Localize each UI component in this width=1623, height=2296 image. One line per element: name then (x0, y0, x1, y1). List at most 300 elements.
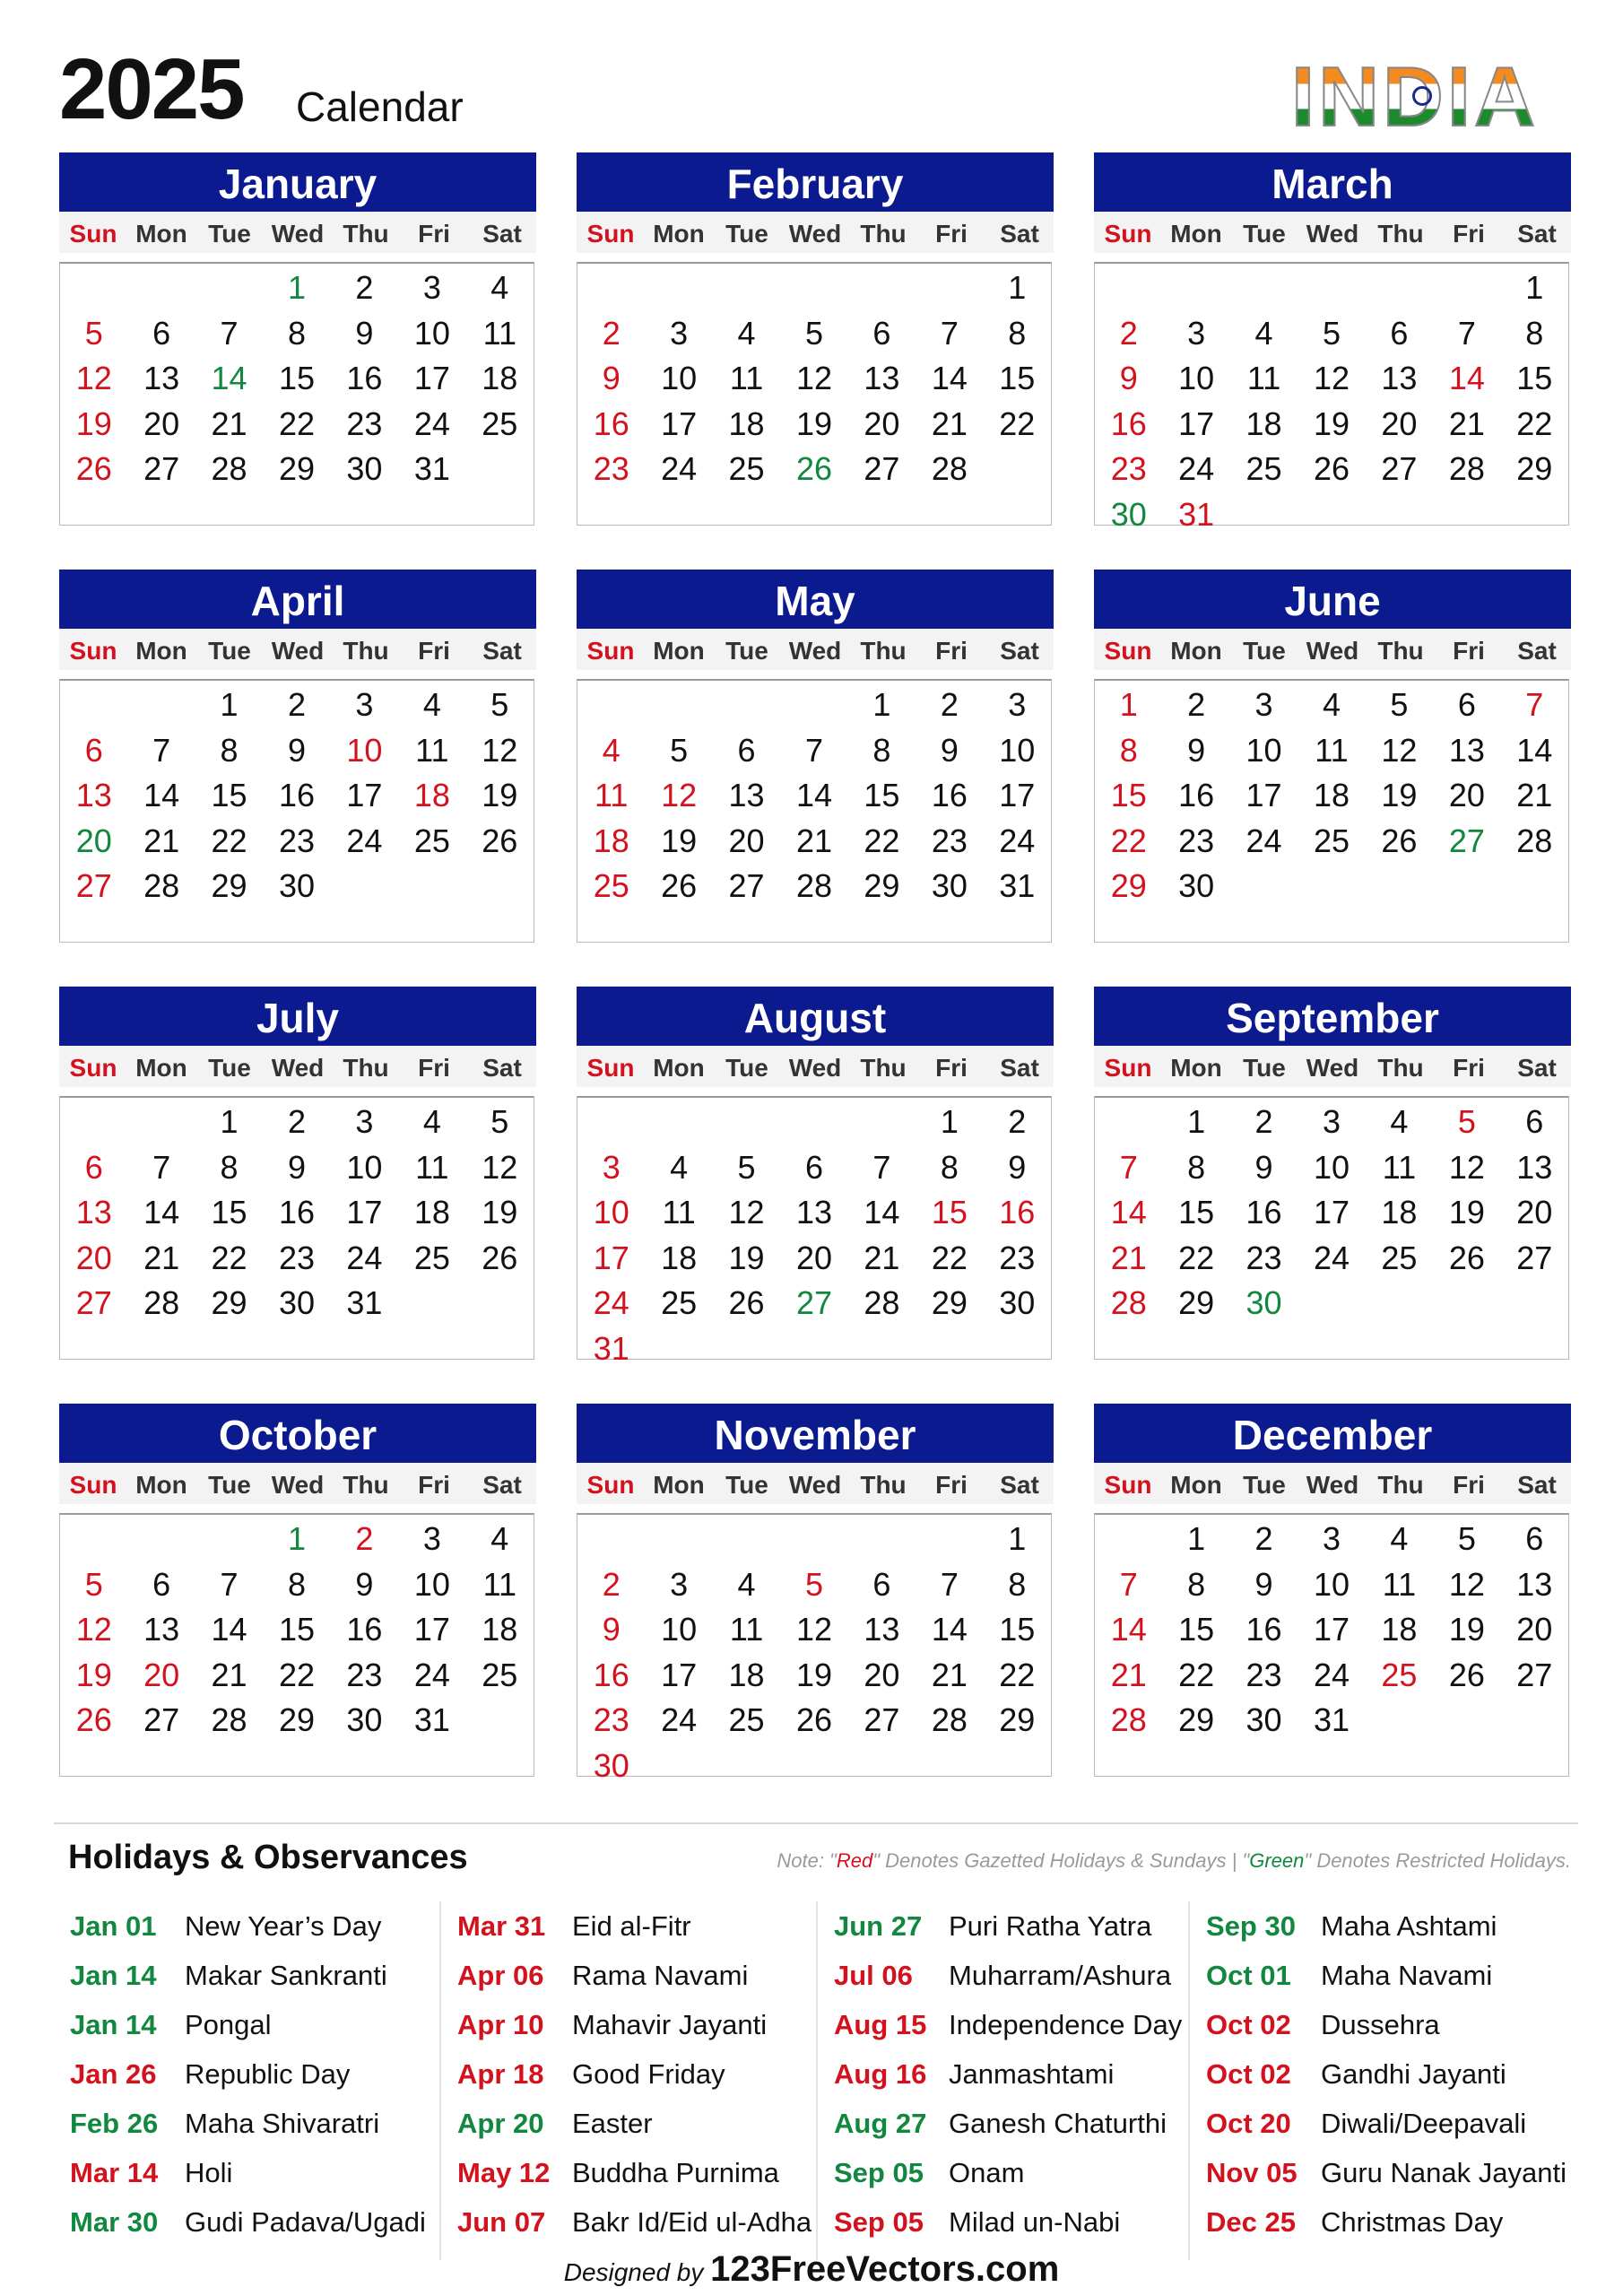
weekday-label: Mon (1170, 1471, 1222, 1499)
day-cell: 27 (143, 1701, 180, 1738)
holiday-date: Apr 18 (457, 2057, 544, 2090)
day-cell: 19 (482, 1194, 518, 1231)
day-cell: 15 (931, 1194, 968, 1231)
month-october (59, 1404, 536, 1779)
day-cell: 3 (602, 1148, 621, 1186)
day-cell: 7 (1119, 1148, 1138, 1186)
day-cell: 15 (864, 777, 900, 813)
day-cell: 10 (1313, 1565, 1350, 1603)
weekday-label: Tue (208, 220, 251, 248)
weekday-label: Fri (935, 220, 968, 248)
day-cell: 25 (728, 1701, 765, 1738)
day-cell: 9 (287, 1148, 306, 1186)
empty-cell (713, 1517, 780, 1562)
day-cell: 18 (1313, 777, 1350, 813)
day-cell: 13 (143, 360, 180, 396)
weekday-header-row (1094, 212, 1571, 253)
holiday-date: Mar 14 (70, 2156, 159, 2188)
day-cell: 20 (1448, 777, 1485, 813)
day-cell: 26 (795, 1701, 833, 1738)
day-cell: 27 (795, 1284, 833, 1321)
day-cell: 10 (1313, 1148, 1350, 1186)
day-cell: 23 (1245, 1656, 1282, 1693)
day-cell: 18 (728, 1656, 765, 1693)
holiday-date: Jan 14 (70, 2008, 157, 2040)
weekday-label: Fri (1453, 637, 1485, 665)
day-cell: 12 (482, 1148, 518, 1186)
day-cell: 21 (1110, 1656, 1147, 1693)
day-cell: 12 (75, 360, 112, 396)
day-cell: 30 (346, 1701, 383, 1738)
day-cell: 21 (1110, 1239, 1147, 1276)
month-name: June (1094, 570, 1571, 629)
day-cell: 8 (1008, 1565, 1027, 1603)
weekday-label: Fri (1453, 1471, 1485, 1499)
day-cell: 2 (1119, 314, 1138, 352)
empty-cell (645, 1100, 712, 1145)
day-cell: 6 (804, 1148, 823, 1186)
day-cell: 15 (278, 360, 316, 396)
day-cell: 11 (729, 1611, 764, 1648)
day-cell: 30 (278, 1284, 316, 1321)
holiday-date: Aug 27 (834, 2107, 927, 2139)
day-cell: 4 (1254, 314, 1273, 352)
weekday-label: Mon (135, 1471, 187, 1499)
weekday-label: Wed (788, 1054, 842, 1082)
month-june (1094, 570, 1571, 944)
day-cell: 28 (143, 867, 180, 904)
weekday-label: Thu (343, 1471, 389, 1499)
day-cell: 9 (1008, 1148, 1027, 1186)
month-august (577, 987, 1054, 1367)
day-cell: 6 (872, 314, 891, 352)
holiday-item (1190, 1951, 1567, 2000)
day-cell: 18 (482, 360, 518, 396)
weekday-label: Mon (1170, 637, 1222, 665)
day-cell: 29 (999, 1701, 1036, 1738)
day-cell: 22 (278, 404, 316, 442)
day-cell: 14 (1110, 1611, 1147, 1648)
holiday-item (54, 2099, 430, 2148)
empty-cell (577, 1100, 645, 1145)
holiday-item (441, 1901, 818, 1951)
weekday-label: Tue (1243, 220, 1286, 248)
day-cell: 2 (355, 269, 374, 306)
day-cell: 12 (482, 731, 518, 769)
day-cell: 17 (346, 1194, 383, 1231)
day-cell: 17 (1313, 1194, 1350, 1231)
day-cell: 7 (1457, 314, 1476, 352)
day-cell: 3 (355, 1103, 374, 1140)
note-green-word: Green (1249, 1849, 1305, 1872)
holiday-name: Rama Navami (572, 1959, 749, 1991)
holiday-item (441, 1951, 818, 2000)
day-cell: 7 (804, 731, 823, 769)
day-cell: 5 (84, 1565, 103, 1603)
day-cell: 3 (1322, 1520, 1341, 1557)
day-cell: 26 (1448, 1239, 1485, 1276)
day-cell: 6 (1525, 1520, 1544, 1557)
day-cell: 4 (737, 1565, 756, 1603)
day-cell: 8 (220, 1148, 239, 1186)
day-cell: 27 (1516, 1239, 1553, 1276)
day-cell: 31 (346, 1284, 383, 1321)
day-cell: 17 (1245, 777, 1282, 813)
day-cell: 12 (1381, 731, 1418, 769)
day-cell: 13 (1516, 1148, 1553, 1186)
day-cell: 15 (999, 1611, 1036, 1648)
weekday-header-row (59, 629, 536, 670)
day-cell: 20 (143, 404, 180, 442)
day-cell: 3 (1008, 686, 1027, 723)
day-cell: 24 (413, 1656, 450, 1693)
day-cell: 19 (1448, 1611, 1485, 1648)
empty-cell (645, 1517, 712, 1562)
empty-cell (848, 1517, 916, 1562)
holiday-date: Jun 27 (834, 1909, 923, 1942)
day-cell: 3 (1187, 314, 1206, 352)
holiday-name: Republic Day (185, 2057, 351, 2090)
day-cell: 2 (1254, 1103, 1273, 1140)
day-cell: 7 (220, 1565, 239, 1603)
empty-cell (1433, 265, 1500, 311)
empty-cell (127, 1517, 195, 1562)
day-cell: 17 (1178, 404, 1215, 442)
day-grid (1094, 1513, 1569, 1777)
holiday-date: Jan 26 (70, 2057, 157, 2090)
day-cell: 15 (211, 1194, 247, 1231)
empty-cell (577, 683, 645, 728)
day-cell: 13 (1516, 1565, 1553, 1603)
day-cell: 21 (795, 822, 833, 859)
holiday-date: Mar 30 (70, 2205, 159, 2238)
day-cell: 5 (1457, 1520, 1476, 1557)
day-cell: 13 (143, 1611, 180, 1648)
month-name: July (59, 987, 536, 1046)
empty-cell (713, 683, 780, 728)
day-cell: 19 (1381, 777, 1418, 813)
day-cell: 12 (1448, 1148, 1485, 1186)
day-cell: 6 (152, 1565, 171, 1603)
day-cell: 17 (413, 360, 450, 396)
day-cell: 1 (872, 686, 891, 723)
empty-cell (780, 265, 847, 311)
day-cell: 19 (1448, 1194, 1485, 1231)
day-cell: 16 (1245, 1611, 1282, 1648)
day-cell: 29 (278, 450, 316, 487)
day-cell: 11 (482, 1565, 516, 1603)
day-cell: 1 (1008, 1520, 1027, 1557)
day-cell: 22 (211, 1239, 247, 1276)
weekday-label: Sun (586, 1054, 635, 1082)
day-grid (59, 679, 534, 943)
weekday-label: Sun (69, 220, 117, 248)
india-logo-text: INDIA (1291, 59, 1578, 135)
weekday-label: Wed (271, 220, 325, 248)
weekday-label: Sat (1517, 1471, 1557, 1499)
month-december (1094, 1404, 1571, 1779)
day-cell: 15 (999, 360, 1036, 396)
day-cell: 24 (1245, 822, 1282, 859)
weekday-label: Fri (935, 1471, 968, 1499)
weekday-label: Fri (1453, 1054, 1485, 1082)
holiday-date: Sep 30 (1206, 1909, 1296, 1942)
day-cell: 20 (864, 404, 900, 442)
weekday-label: Sun (586, 220, 635, 248)
day-cell: 20 (75, 822, 112, 859)
month-name: October (59, 1404, 536, 1463)
day-cell: 14 (211, 360, 247, 396)
holiday-name: Mahavir Jayanti (572, 2008, 768, 2040)
holiday-date: Apr 10 (457, 2008, 544, 2040)
holiday-item (1190, 2197, 1567, 2247)
empty-cell (127, 265, 195, 311)
day-cell: 28 (931, 450, 968, 487)
day-cell: 28 (864, 1284, 900, 1321)
day-cell: 5 (1322, 314, 1341, 352)
weekday-label: Sun (1104, 1054, 1152, 1082)
day-cell: 27 (143, 450, 180, 487)
day-cell: 23 (593, 450, 629, 487)
weekday-label: Wed (788, 1471, 842, 1499)
weekday-label: Sat (1517, 220, 1557, 248)
day-cell: 27 (864, 1701, 900, 1738)
empty-cell (1298, 265, 1365, 311)
day-cell: 14 (931, 360, 968, 396)
day-cell: 15 (211, 777, 247, 813)
day-cell: 22 (1178, 1656, 1215, 1693)
day-cell: 17 (413, 1611, 450, 1648)
day-cell: 10 (661, 1611, 698, 1648)
weekday-header-row (577, 212, 1054, 253)
weekday-label: Thu (1377, 1054, 1424, 1082)
empty-cell (1366, 265, 1433, 311)
day-cell: 13 (728, 777, 765, 813)
note-red-word: Red (836, 1849, 873, 1872)
empty-cell (780, 683, 847, 728)
weekday-label: Mon (1170, 1054, 1222, 1082)
holiday-item (1190, 2148, 1567, 2197)
holiday-name: Janmashtami (949, 2057, 1115, 2090)
day-cell: 31 (999, 867, 1036, 904)
weekday-label: Sun (1104, 220, 1152, 248)
day-cell: 25 (1245, 450, 1282, 487)
day-cell: 11 (1246, 360, 1281, 396)
day-cell: 26 (1313, 450, 1350, 487)
weekday-label: Sat (1517, 1054, 1557, 1082)
weekday-label: Sat (482, 220, 522, 248)
day-grid (1094, 1096, 1569, 1360)
day-cell: 25 (413, 1239, 450, 1276)
day-cell: 23 (346, 1656, 383, 1693)
day-cell: 16 (1245, 1194, 1282, 1231)
day-cell: 3 (422, 1520, 441, 1557)
day-grid (1094, 679, 1569, 943)
day-cell: 7 (940, 314, 959, 352)
weekday-label: Tue (725, 637, 768, 665)
day-cell: 17 (999, 777, 1036, 813)
weekday-label: Mon (653, 1471, 705, 1499)
day-cell: 2 (602, 314, 621, 352)
day-cell: 25 (482, 404, 518, 442)
weekday-label: Sat (1000, 220, 1039, 248)
holiday-date: Feb 26 (70, 2107, 159, 2139)
day-cell: 25 (728, 450, 765, 487)
day-cell: 16 (278, 777, 316, 813)
holiday-item (441, 2148, 818, 2197)
day-cell: 10 (346, 731, 383, 769)
holiday-column (816, 1901, 1194, 2260)
day-cell: 4 (670, 1148, 689, 1186)
holiday-name: Puri Ratha Yatra (949, 1909, 1152, 1942)
day-cell: 3 (1254, 686, 1273, 723)
day-cell: 18 (593, 822, 629, 859)
weekday-label: Sun (69, 637, 117, 665)
day-cell: 8 (1525, 314, 1544, 352)
day-cell: 23 (278, 822, 316, 859)
month-name: May (577, 570, 1054, 629)
day-cell: 20 (864, 1656, 900, 1693)
day-cell: 15 (278, 1611, 316, 1648)
weekday-label: Fri (418, 637, 450, 665)
day-cell: 9 (602, 360, 621, 396)
holiday-date: May 12 (457, 2156, 551, 2188)
weekday-label: Sat (1517, 637, 1557, 665)
empty-cell (780, 1100, 847, 1145)
weekday-label: Fri (418, 220, 450, 248)
day-cell: 13 (75, 1194, 112, 1231)
day-cell: 21 (1516, 777, 1553, 813)
day-cell: 22 (211, 822, 247, 859)
day-grid (59, 1513, 534, 1777)
holiday-name: Independence Day (949, 2008, 1183, 2040)
day-cell: 22 (1516, 404, 1553, 442)
day-cell: 28 (1448, 450, 1485, 487)
day-cell: 26 (75, 450, 112, 487)
day-cell: 11 (1382, 1565, 1417, 1603)
weekday-label: Sat (482, 1054, 522, 1082)
day-cell: 18 (1245, 404, 1282, 442)
calendar-title-year: 2025 (59, 41, 244, 137)
day-cell: 19 (795, 404, 833, 442)
day-cell: 2 (287, 686, 306, 723)
weekday-label: Thu (1377, 220, 1424, 248)
weekday-label: Thu (343, 220, 389, 248)
empty-cell (577, 265, 645, 311)
day-cell: 11 (1382, 1148, 1417, 1186)
day-cell: 28 (1110, 1284, 1147, 1321)
empty-cell (195, 1517, 263, 1562)
day-cell: 22 (999, 1656, 1036, 1693)
empty-cell (1162, 265, 1229, 311)
day-cell: 16 (346, 360, 383, 396)
day-cell: 1 (287, 1520, 306, 1557)
weekday-header-row (577, 629, 1054, 670)
day-cell: 29 (1110, 867, 1147, 904)
holiday-item (1190, 2099, 1567, 2148)
weekday-label: Sat (1000, 1471, 1039, 1499)
day-cell: 6 (84, 1148, 103, 1186)
day-cell: 31 (413, 1701, 450, 1738)
day-cell: 2 (1254, 1520, 1273, 1557)
holiday-name: Dussehra (1321, 2008, 1440, 2040)
day-cell: 6 (84, 731, 103, 769)
weekday-label: Mon (1170, 220, 1222, 248)
empty-cell (848, 1100, 916, 1145)
holiday-name: Maha Shivaratri (185, 2107, 380, 2139)
day-cell: 8 (1119, 731, 1138, 769)
day-cell: 23 (999, 1239, 1036, 1276)
empty-cell (127, 683, 195, 728)
day-cell: 19 (728, 1239, 765, 1276)
weekday-label: Mon (653, 220, 705, 248)
day-cell: 4 (490, 1520, 509, 1557)
empty-cell (1095, 1517, 1162, 1562)
day-cell: 8 (872, 731, 891, 769)
day-cell: 23 (931, 822, 968, 859)
day-cell: 25 (413, 822, 450, 859)
day-cell: 20 (728, 822, 765, 859)
day-cell: 30 (1245, 1701, 1282, 1738)
day-cell: 24 (346, 822, 383, 859)
day-cell: 27 (1448, 822, 1485, 859)
weekday-label: Sun (69, 1471, 117, 1499)
day-cell: 8 (220, 731, 239, 769)
weekday-header-row (59, 212, 536, 253)
day-cell: 1 (1525, 269, 1544, 306)
holiday-item (441, 2000, 818, 2049)
day-cell: 24 (999, 822, 1036, 859)
day-cell: 6 (737, 731, 756, 769)
holiday-name: Eid al-Fitr (572, 1909, 691, 1942)
empty-cell (848, 265, 916, 311)
holiday-name: Bakr Id/Eid ul-Adha (572, 2205, 812, 2238)
weekday-label: Thu (860, 1471, 907, 1499)
day-cell: 27 (728, 867, 765, 904)
empty-cell (60, 1100, 127, 1145)
day-cell: 18 (1381, 1611, 1418, 1648)
holiday-name: Gudi Padava/Ugadi (185, 2205, 426, 2238)
day-cell: 8 (287, 314, 306, 352)
day-cell: 4 (422, 1103, 441, 1140)
weekday-label: Tue (725, 1054, 768, 1082)
day-cell: 6 (152, 314, 171, 352)
month-name: February (577, 152, 1054, 212)
day-cell: 6 (872, 1565, 891, 1603)
day-cell: 13 (1381, 360, 1418, 396)
day-cell: 2 (287, 1103, 306, 1140)
weekday-header-row (1094, 1046, 1571, 1087)
weekday-label: Fri (935, 1054, 968, 1082)
holiday-name: Gandhi Jayanti (1321, 2057, 1506, 2090)
weekday-label: Tue (208, 1471, 251, 1499)
day-cell: 14 (795, 777, 833, 813)
holiday-name: Ganesh Chaturthi (949, 2107, 1167, 2139)
day-cell: 28 (143, 1284, 180, 1321)
month-march (1094, 152, 1571, 533)
day-cell: 16 (593, 1656, 629, 1693)
holiday-date: Jun 07 (457, 2205, 546, 2238)
day-cell: 27 (75, 867, 112, 904)
weekday-header-row (577, 1463, 1054, 1504)
day-cell: 14 (143, 777, 180, 813)
day-cell: 1 (940, 1103, 959, 1140)
day-cell: 16 (1178, 777, 1215, 813)
day-cell: 23 (278, 1239, 316, 1276)
day-cell: 21 (864, 1239, 900, 1276)
day-cell: 5 (804, 1565, 823, 1603)
day-cell: 6 (1390, 314, 1409, 352)
